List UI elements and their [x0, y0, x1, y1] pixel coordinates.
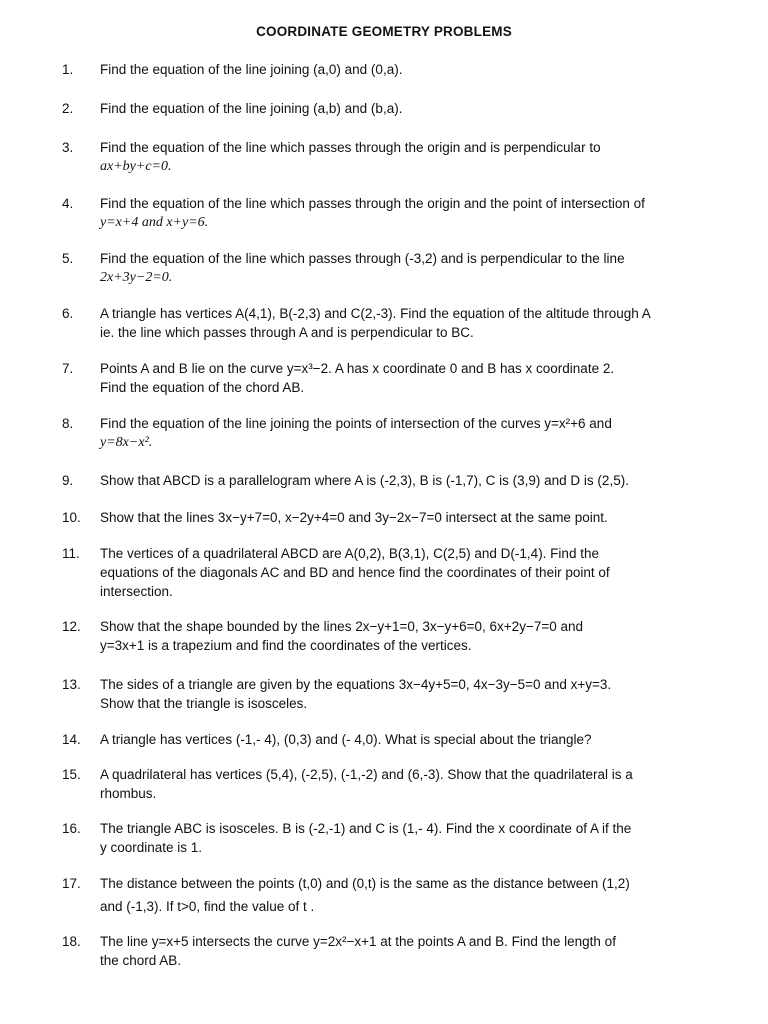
problem-equation: ax+by+c=0.: [100, 159, 172, 174]
problem-text: [100, 138, 712, 176]
problem-number: 6.: [62, 306, 74, 321]
problem-number: 11.: [62, 546, 80, 561]
problem-number: 10.: [62, 510, 81, 525]
problem-line: Find the equation of the line joining (a,0) and (0,a).: [100, 62, 403, 77]
problem-text: [100, 99, 712, 118]
problem-text: [100, 874, 712, 916]
problem-line: A triangle has vertices (-1,- 4), (0,3) and (- 4,0). What is special about the triangle?: [100, 732, 592, 747]
problem-line: A triangle has vertices A(4,1), B(-2,3) and C(2,-3). Find the equation of the altitude through A: [100, 306, 651, 321]
problem-text: [100, 819, 712, 857]
problem-number: 16.: [62, 821, 81, 836]
problem-text: [100, 60, 712, 79]
problem-text: [100, 508, 712, 527]
problem-text: [100, 675, 712, 713]
problem-text: [100, 414, 712, 452]
problem-line: Find the equation of the line which passes through (-3,2) and is perpendicular to the line: [100, 251, 625, 266]
problem-line: Show that the lines 3x−y+7=0, x−2y+4=0 and 3y−2x−7=0 intersect at the same point.: [100, 510, 608, 525]
problem-line: Find the equation of the line joining (a,b) and (b,a).: [100, 101, 403, 116]
problem-number: 8.: [62, 416, 74, 431]
problem-text: [100, 249, 712, 287]
problem-line: Find the equation of the line joining the points of intersection of the curves y=x²+6 and: [100, 416, 612, 431]
problem-line: Show that the triangle is isosceles.: [100, 696, 308, 711]
problem-number: 1.: [62, 62, 74, 77]
page-title: COORDINATE GEOMETRY PROBLEMS: [256, 24, 512, 39]
problem-number: 12.: [62, 619, 81, 634]
problem-line: Find the equation of the line which passes through the origin and the point of intersection of: [100, 196, 645, 211]
problem-number: 2.: [62, 101, 74, 116]
problem-number: 15.: [62, 767, 81, 782]
problem-line: y coordinate is 1.: [100, 840, 203, 855]
problem-line: Points A and B lie on the curve y=x³−2. A has x coordinate 0 and B has x coordinate 2.: [100, 361, 615, 376]
problem-number: 3.: [62, 140, 74, 155]
problem-text: [100, 544, 712, 601]
problem-text: [100, 932, 712, 970]
problem-line: ie. the line which passes through A and is perpendicular to BC.: [100, 325, 474, 340]
problem-text: [100, 359, 712, 397]
problem-line: and (-1,3). If t>0, find the value of t .: [100, 899, 315, 914]
problem-equation: y=x+4 and x+y=6.: [100, 215, 209, 230]
problem-text: [100, 617, 712, 655]
problem-text: [100, 194, 712, 232]
problem-line: The triangle ABC is isosceles. B is (-2,-1) and C is (1,- 4). Find the x coordinate of A if the: [100, 821, 632, 836]
problem-line: Show that ABCD is a parallelogram where A is (-2,3), B is (-1,7), C is (3,9) and D is (2,5).: [100, 473, 629, 488]
problem-number: 4.: [62, 196, 74, 211]
problem-line: equations of the diagonals AC and BD and hence find the coordinates of their point of: [100, 565, 610, 580]
problem-number: 18.: [62, 934, 81, 949]
problem-line: Find the equation of the chord AB.: [100, 380, 305, 395]
problem-line: The line y=x+5 intersects the curve y=2x²−x+1 at the points A and B. Find the length of: [100, 934, 616, 949]
problem-line: The distance between the points (t,0) and (0,t) is the same as the distance between (1,2): [100, 876, 630, 891]
problem-equation: 2x+3y−2=0.: [100, 270, 173, 285]
problem-equation: y=8x−x².: [100, 435, 153, 450]
problem-line: intersection.: [100, 584, 173, 599]
problem-line: y=3x+1 is a trapezium and find the coordinates of the vertices.: [100, 638, 472, 653]
problem-text: [100, 471, 712, 490]
problem-number: 13.: [62, 677, 81, 692]
problem-line: rhombus.: [100, 786, 157, 801]
problem-line: Find the equation of the line which passes through the origin and is perpendicular to: [100, 140, 601, 155]
problem-text: [100, 730, 712, 749]
problem-number: 7.: [62, 361, 74, 376]
problem-line: The sides of a triangle are given by the equations 3x−4y+5=0, 4x−3y−5=0 and x+y=3.: [100, 677, 612, 692]
problem-text: [100, 765, 712, 803]
problem-number: 9.: [62, 473, 74, 488]
problem-text: [100, 304, 712, 342]
problem-line: Show that the shape bounded by the lines 2x−y+1=0, 3x−y+6=0, 6x+2y−7=0 and: [100, 619, 584, 634]
problem-line: The vertices of a quadrilateral ABCD are A(0,2), B(3,1), C(2,5) and D(-1,4). Find the: [100, 546, 599, 561]
problem-line: A quadrilateral has vertices (5,4), (-2,5), (-1,-2) and (6,-3). Show that the quadrilateral is a: [100, 767, 633, 782]
problem-number: 5.: [62, 251, 74, 266]
problem-number: 17.: [62, 876, 81, 891]
problem-number: 14.: [62, 732, 81, 747]
problem-line: the chord AB.: [100, 953, 182, 968]
